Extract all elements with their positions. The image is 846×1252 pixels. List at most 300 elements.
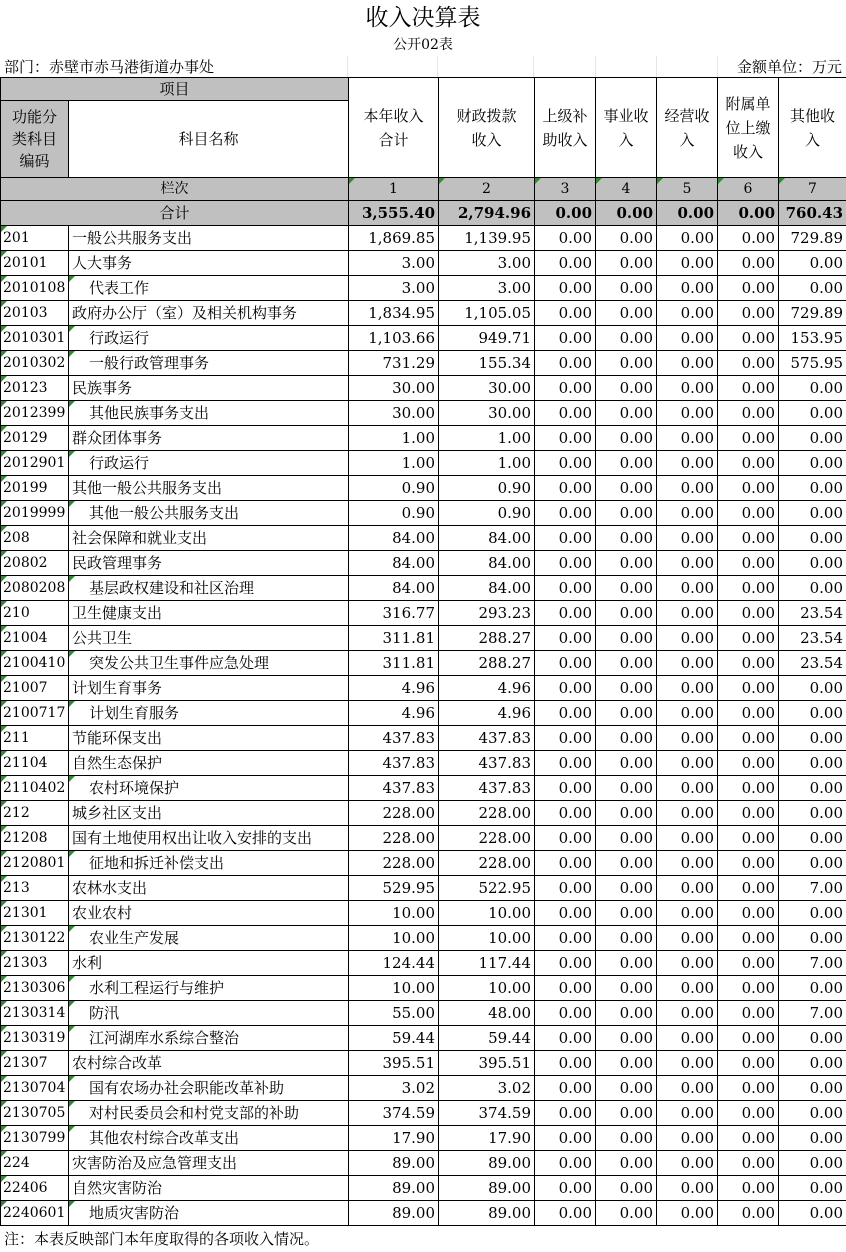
total-value: 0.00 bbox=[535, 201, 596, 226]
row-value: 0.00 bbox=[657, 851, 718, 876]
row-value: 117.44 bbox=[439, 951, 535, 976]
row-value: 228.00 bbox=[439, 851, 535, 876]
row-value: 437.83 bbox=[349, 751, 439, 776]
row-value: 7.00 bbox=[779, 1001, 846, 1026]
row-name: 自然生态保护 bbox=[69, 751, 349, 776]
row-value: 0.00 bbox=[657, 626, 718, 651]
total-label: 合计 bbox=[1, 201, 349, 226]
name-col-header: 科目名称 bbox=[69, 101, 349, 178]
row-value: 3.02 bbox=[349, 1076, 439, 1101]
row-value: 0.00 bbox=[718, 1001, 779, 1026]
row-value: 0.00 bbox=[718, 726, 779, 751]
row-value: 0.00 bbox=[779, 901, 846, 926]
row-value: 0.00 bbox=[535, 1076, 596, 1101]
row-value: 30.00 bbox=[439, 376, 535, 401]
row-value: 0.00 bbox=[596, 926, 657, 951]
row-value: 0.00 bbox=[779, 1176, 846, 1201]
row-value: 0.90 bbox=[439, 501, 535, 526]
row-value: 0.00 bbox=[596, 751, 657, 776]
row-value: 0.00 bbox=[596, 551, 657, 576]
table-row bbox=[1, 826, 846, 851]
row-value: 0.00 bbox=[657, 951, 718, 976]
row-value: 0.00 bbox=[779, 851, 846, 876]
row-value: 0.00 bbox=[718, 1201, 779, 1226]
row-value: 10.00 bbox=[349, 926, 439, 951]
row-value: 0.00 bbox=[718, 476, 779, 501]
project-header: 项目 bbox=[1, 78, 349, 101]
row-value: 0.00 bbox=[596, 376, 657, 401]
row-value: 0.00 bbox=[718, 1051, 779, 1076]
row-value: 0.00 bbox=[718, 576, 779, 601]
row-name: 农业农村 bbox=[69, 901, 349, 926]
row-value: 155.34 bbox=[439, 351, 535, 376]
row-name: 灾害防治及应急管理支出 bbox=[69, 1151, 349, 1176]
row-code: 2130314 bbox=[1, 1001, 69, 1026]
row-code: 208 bbox=[1, 526, 69, 551]
row-value: 0.00 bbox=[718, 426, 779, 451]
row-name: 国有农场办社会职能改革补助 bbox=[69, 1076, 349, 1101]
row-code: 2130704 bbox=[1, 1076, 69, 1101]
row-value: 0.00 bbox=[779, 251, 846, 276]
row-value: 0.00 bbox=[657, 351, 718, 376]
col-header-total: 本年收入 合计 bbox=[349, 78, 439, 178]
row-value: 30.00 bbox=[349, 401, 439, 426]
row-value: 0.00 bbox=[718, 701, 779, 726]
row-code: 2240601 bbox=[1, 1201, 69, 1226]
row-value: 0.00 bbox=[718, 676, 779, 701]
row-code: 22406 bbox=[1, 1176, 69, 1201]
row-value: 84.00 bbox=[349, 551, 439, 576]
row-code: 2100410 bbox=[1, 651, 69, 676]
total-value: 2,794.96 bbox=[439, 201, 535, 226]
col-header-business: 事业收 入 bbox=[596, 78, 657, 178]
row-value: 0.00 bbox=[779, 401, 846, 426]
table-row bbox=[1, 726, 846, 751]
row-value: 0.00 bbox=[535, 476, 596, 501]
row-value: 0.00 bbox=[657, 226, 718, 251]
row-code: 2110402 bbox=[1, 776, 69, 801]
table-row bbox=[1, 651, 846, 676]
row-value: 0.00 bbox=[596, 1151, 657, 1176]
row-value: 0.00 bbox=[596, 951, 657, 976]
row-value: 0.00 bbox=[779, 1051, 846, 1076]
row-value: 1.00 bbox=[439, 451, 535, 476]
row-name: 突发公共卫生事件应急处理 bbox=[69, 651, 349, 676]
row-value: 0.00 bbox=[718, 826, 779, 851]
row-value: 17.90 bbox=[349, 1126, 439, 1151]
row-value: 0.00 bbox=[596, 526, 657, 551]
row-value: 0.00 bbox=[779, 1151, 846, 1176]
row-value: 0.90 bbox=[349, 476, 439, 501]
row-value: 0.00 bbox=[535, 376, 596, 401]
row-value: 0.00 bbox=[535, 976, 596, 1001]
row-value: 0.00 bbox=[535, 526, 596, 551]
row-value: 0.00 bbox=[718, 601, 779, 626]
row-value: 10.00 bbox=[439, 926, 535, 951]
row-value: 0.00 bbox=[718, 1076, 779, 1101]
row-value: 0.00 bbox=[596, 1051, 657, 1076]
row-value: 0.00 bbox=[535, 401, 596, 426]
row-value: 575.95 bbox=[779, 351, 846, 376]
row-value: 0.00 bbox=[657, 876, 718, 901]
row-value: 7.00 bbox=[779, 876, 846, 901]
row-value: 0.00 bbox=[535, 1201, 596, 1226]
row-value: 0.00 bbox=[535, 301, 596, 326]
row-value: 0.00 bbox=[657, 751, 718, 776]
row-value: 0.00 bbox=[657, 576, 718, 601]
row-value: 0.00 bbox=[535, 1026, 596, 1051]
col-number: 7 bbox=[779, 178, 846, 201]
table-row bbox=[1, 1176, 846, 1201]
table-row bbox=[1, 551, 846, 576]
row-value: 0.00 bbox=[657, 1026, 718, 1051]
row-value: 0.00 bbox=[596, 626, 657, 651]
row-value: 4.96 bbox=[349, 676, 439, 701]
row-value: 3.00 bbox=[349, 276, 439, 301]
row-value: 0.00 bbox=[596, 1176, 657, 1201]
row-value: 0.00 bbox=[718, 901, 779, 926]
row-value: 0.00 bbox=[596, 1076, 657, 1101]
unit-label: 金额单位：万元 bbox=[736, 58, 842, 76]
row-value: 0.00 bbox=[596, 426, 657, 451]
row-value: 0.00 bbox=[779, 276, 846, 301]
row-value: 395.51 bbox=[349, 1051, 439, 1076]
row-name: 计划生育事务 bbox=[69, 676, 349, 701]
table-row bbox=[1, 1001, 846, 1026]
row-value: 228.00 bbox=[349, 826, 439, 851]
row-code: 20123 bbox=[1, 376, 69, 401]
row-value: 0.00 bbox=[718, 401, 779, 426]
row-value: 0.00 bbox=[657, 1126, 718, 1151]
table-row bbox=[1, 426, 846, 451]
row-value: 23.54 bbox=[779, 651, 846, 676]
table-row bbox=[1, 1151, 846, 1176]
row-value: 0.00 bbox=[657, 551, 718, 576]
row-value: 0.00 bbox=[535, 276, 596, 301]
row-value: 7.00 bbox=[779, 951, 846, 976]
row-value: 0.00 bbox=[657, 476, 718, 501]
row-value: 48.00 bbox=[439, 1001, 535, 1026]
table-row bbox=[1, 851, 846, 876]
table-row bbox=[1, 376, 846, 401]
row-value: 0.00 bbox=[657, 376, 718, 401]
row-value: 0.00 bbox=[718, 626, 779, 651]
row-value: 0.00 bbox=[657, 251, 718, 276]
row-name: 行政运行 bbox=[69, 326, 349, 351]
row-value: 84.00 bbox=[439, 551, 535, 576]
row-value: 153.95 bbox=[779, 326, 846, 351]
row-name: 自然灾害防治 bbox=[69, 1176, 349, 1201]
row-value: 316.77 bbox=[349, 601, 439, 626]
row-value: 0.00 bbox=[718, 526, 779, 551]
col-number: 2 bbox=[439, 178, 535, 201]
row-value: 84.00 bbox=[349, 576, 439, 601]
table-row bbox=[1, 251, 846, 276]
row-value: 0.00 bbox=[596, 976, 657, 1001]
row-value: 288.27 bbox=[439, 651, 535, 676]
row-value: 23.54 bbox=[779, 626, 846, 651]
table-body bbox=[1, 226, 846, 1226]
row-name: 一般公共服务支出 bbox=[69, 226, 349, 251]
row-value: 30.00 bbox=[439, 401, 535, 426]
row-value: 0.00 bbox=[535, 576, 596, 601]
row-code: 2130122 bbox=[1, 926, 69, 951]
row-value: 0.00 bbox=[657, 726, 718, 751]
table-row bbox=[1, 1076, 846, 1101]
row-value: 437.83 bbox=[439, 751, 535, 776]
row-code: 201 bbox=[1, 226, 69, 251]
table-row bbox=[1, 701, 846, 726]
table-row bbox=[1, 926, 846, 951]
row-value: 0.00 bbox=[535, 726, 596, 751]
total-value: 0.00 bbox=[596, 201, 657, 226]
row-code: 224 bbox=[1, 1151, 69, 1176]
row-value: 0.00 bbox=[596, 301, 657, 326]
col-header-affiliated: 附属单 位上缴 收入 bbox=[718, 78, 779, 178]
row-value: 0.00 bbox=[535, 701, 596, 726]
row-value: 89.00 bbox=[349, 1176, 439, 1201]
row-value: 0.00 bbox=[596, 701, 657, 726]
row-value: 3.00 bbox=[349, 251, 439, 276]
row-value: 0.00 bbox=[718, 1026, 779, 1051]
row-value: 228.00 bbox=[349, 801, 439, 826]
row-value: 374.59 bbox=[439, 1101, 535, 1126]
row-name: 农林水支出 bbox=[69, 876, 349, 901]
row-value: 0.00 bbox=[596, 1201, 657, 1226]
table-row bbox=[1, 451, 846, 476]
row-name: 政府办公厅（室）及相关机构事务 bbox=[69, 301, 349, 326]
row-value: 0.00 bbox=[535, 426, 596, 451]
col-number: 6 bbox=[718, 178, 779, 201]
row-value: 84.00 bbox=[349, 526, 439, 551]
row-code: 2130705 bbox=[1, 1101, 69, 1126]
table-row bbox=[1, 776, 846, 801]
row-value: 0.90 bbox=[439, 476, 535, 501]
row-value: 0.00 bbox=[779, 751, 846, 776]
row-value: 228.00 bbox=[349, 851, 439, 876]
row-value: 0.00 bbox=[657, 901, 718, 926]
row-code: 2120801 bbox=[1, 851, 69, 876]
row-name: 农村环境保护 bbox=[69, 776, 349, 801]
report-title: 收入决算表 bbox=[365, 5, 481, 31]
row-code: 20129 bbox=[1, 426, 69, 451]
row-name: 其他民族事务支出 bbox=[69, 401, 349, 426]
row-value: 0.00 bbox=[657, 1001, 718, 1026]
row-value: 1,103.66 bbox=[349, 326, 439, 351]
row-value: 729.89 bbox=[779, 226, 846, 251]
row-value: 0.00 bbox=[779, 676, 846, 701]
row-value: 0.00 bbox=[657, 1201, 718, 1226]
row-value: 0.00 bbox=[779, 451, 846, 476]
row-code: 20802 bbox=[1, 551, 69, 576]
row-value: 0.00 bbox=[718, 801, 779, 826]
table-row bbox=[1, 1126, 846, 1151]
row-code: 20199 bbox=[1, 476, 69, 501]
row-value: 0.00 bbox=[596, 501, 657, 526]
row-value: 437.83 bbox=[439, 776, 535, 801]
row-value: 0.00 bbox=[779, 426, 846, 451]
row-value: 0.00 bbox=[718, 301, 779, 326]
row-value: 0.00 bbox=[596, 251, 657, 276]
row-value: 0.00 bbox=[596, 326, 657, 351]
row-value: 0.00 bbox=[779, 926, 846, 951]
row-value: 0.00 bbox=[718, 951, 779, 976]
table-row bbox=[1, 576, 846, 601]
row-value: 0.00 bbox=[535, 601, 596, 626]
table-row bbox=[1, 1026, 846, 1051]
row-name: 其他一般公共服务支出 bbox=[69, 476, 349, 501]
row-code: 2012399 bbox=[1, 401, 69, 426]
row-code: 2130799 bbox=[1, 1126, 69, 1151]
row-value: 0.00 bbox=[535, 651, 596, 676]
row-value: 0.00 bbox=[596, 1001, 657, 1026]
col-number: 5 bbox=[657, 178, 718, 201]
row-value: 0.00 bbox=[535, 676, 596, 701]
row-value: 0.00 bbox=[657, 651, 718, 676]
row-value: 0.00 bbox=[718, 876, 779, 901]
row-name: 征地和拆迁补偿支出 bbox=[69, 851, 349, 876]
row-value: 0.00 bbox=[535, 876, 596, 901]
row-value: 0.00 bbox=[779, 826, 846, 851]
footnote: 注：本表反映部门本年度取得的各项收入情况。 bbox=[4, 1230, 320, 1248]
row-value: 0.00 bbox=[718, 501, 779, 526]
total-value: 3,555.40 bbox=[349, 201, 439, 226]
row-name: 人大事务 bbox=[69, 251, 349, 276]
row-value: 0.00 bbox=[657, 1051, 718, 1076]
total-value: 760.43 bbox=[779, 201, 846, 226]
row-value: 0.00 bbox=[657, 976, 718, 1001]
row-value: 0.00 bbox=[779, 701, 846, 726]
row-name: 农业生产发展 bbox=[69, 926, 349, 951]
row-name: 社会保障和就业支出 bbox=[69, 526, 349, 551]
row-code: 2100717 bbox=[1, 701, 69, 726]
row-value: 0.00 bbox=[657, 401, 718, 426]
row-value: 0.00 bbox=[779, 476, 846, 501]
row-value: 0.00 bbox=[718, 651, 779, 676]
row-code: 212 bbox=[1, 801, 69, 826]
row-value: 0.00 bbox=[779, 501, 846, 526]
row-value: 30.00 bbox=[349, 376, 439, 401]
row-value: 23.54 bbox=[779, 601, 846, 626]
row-value: 0.00 bbox=[718, 751, 779, 776]
table-row bbox=[1, 601, 846, 626]
row-value: 59.44 bbox=[439, 1026, 535, 1051]
row-value: 0.00 bbox=[779, 551, 846, 576]
row-value: 729.89 bbox=[779, 301, 846, 326]
table-row bbox=[1, 326, 846, 351]
row-value: 0.00 bbox=[657, 801, 718, 826]
row-value: 0.00 bbox=[718, 1101, 779, 1126]
row-name: 对村民委员会和村党支部的补助 bbox=[69, 1101, 349, 1126]
row-value: 10.00 bbox=[349, 901, 439, 926]
row-name: 农村综合改革 bbox=[69, 1051, 349, 1076]
row-name: 基层政权建设和社区治理 bbox=[69, 576, 349, 601]
row-code: 2019999 bbox=[1, 501, 69, 526]
row-value: 0.00 bbox=[535, 1101, 596, 1126]
row-name: 防汛 bbox=[69, 1001, 349, 1026]
row-name: 地质灾害防治 bbox=[69, 1201, 349, 1226]
row-value: 311.81 bbox=[349, 626, 439, 651]
row-code: 2010302 bbox=[1, 351, 69, 376]
row-value: 0.00 bbox=[535, 926, 596, 951]
table-row bbox=[1, 1201, 846, 1226]
row-value: 0.00 bbox=[596, 476, 657, 501]
row-value: 4.96 bbox=[439, 701, 535, 726]
row-value: 0.00 bbox=[779, 1076, 846, 1101]
row-value: 0.00 bbox=[535, 776, 596, 801]
col-number: 3 bbox=[535, 178, 596, 201]
row-value: 0.00 bbox=[596, 451, 657, 476]
row-name: 一般行政管理事务 bbox=[69, 351, 349, 376]
row-value: 89.00 bbox=[349, 1201, 439, 1226]
table-row bbox=[1, 476, 846, 501]
row-value: 0.00 bbox=[535, 351, 596, 376]
row-value: 0.00 bbox=[657, 276, 718, 301]
row-name: 计划生育服务 bbox=[69, 701, 349, 726]
row-value: 0.00 bbox=[535, 251, 596, 276]
row-name: 水利 bbox=[69, 951, 349, 976]
code-col-header: 功能分 类科目 编码 bbox=[1, 101, 69, 178]
row-value: 0.00 bbox=[718, 926, 779, 951]
row-name: 民族事务 bbox=[69, 376, 349, 401]
row-value: 529.95 bbox=[349, 876, 439, 901]
row-value: 89.00 bbox=[439, 1201, 535, 1226]
row-value: 1.00 bbox=[349, 451, 439, 476]
row-name: 民政管理事务 bbox=[69, 551, 349, 576]
col-header-other: 其他收 入 bbox=[779, 78, 846, 178]
row-value: 0.00 bbox=[535, 501, 596, 526]
row-name: 群众团体事务 bbox=[69, 426, 349, 451]
row-value: 84.00 bbox=[439, 576, 535, 601]
table-row bbox=[1, 626, 846, 651]
row-value: 89.00 bbox=[439, 1151, 535, 1176]
row-value: 0.00 bbox=[779, 1101, 846, 1126]
row-value: 0.00 bbox=[535, 1151, 596, 1176]
department-label: 部门：赤壁市赤马港街道办事处 bbox=[4, 58, 215, 76]
row-name: 公共卫生 bbox=[69, 626, 349, 651]
row-value: 228.00 bbox=[439, 801, 535, 826]
row-code: 2012901 bbox=[1, 451, 69, 476]
table-row bbox=[1, 801, 846, 826]
row-value: 0.00 bbox=[779, 776, 846, 801]
row-value: 0.00 bbox=[657, 601, 718, 626]
row-value: 0.00 bbox=[535, 326, 596, 351]
row-value: 0.00 bbox=[779, 376, 846, 401]
row-value: 311.81 bbox=[349, 651, 439, 676]
row-code: 21307 bbox=[1, 1051, 69, 1076]
row-value: 0.00 bbox=[596, 601, 657, 626]
row-value: 0.00 bbox=[657, 676, 718, 701]
row-value: 0.00 bbox=[535, 626, 596, 651]
row-value: 0.00 bbox=[596, 726, 657, 751]
row-value: 0.00 bbox=[718, 351, 779, 376]
row-value: 4.96 bbox=[439, 676, 535, 701]
row-value: 3.00 bbox=[439, 276, 535, 301]
row-value: 10.00 bbox=[349, 976, 439, 1001]
row-value: 0.00 bbox=[718, 376, 779, 401]
row-value: 59.44 bbox=[349, 1026, 439, 1051]
row-value: 0.00 bbox=[718, 1126, 779, 1151]
row-value: 0.00 bbox=[535, 1051, 596, 1076]
row-value: 0.00 bbox=[596, 776, 657, 801]
row-value: 0.00 bbox=[535, 901, 596, 926]
row-value: 0.00 bbox=[718, 1176, 779, 1201]
row-code: 21104 bbox=[1, 751, 69, 776]
row-name: 其他一般公共服务支出 bbox=[69, 501, 349, 526]
table-row bbox=[1, 226, 846, 251]
row-name: 江河湖库水系综合整治 bbox=[69, 1026, 349, 1051]
row-value: 0.00 bbox=[657, 451, 718, 476]
